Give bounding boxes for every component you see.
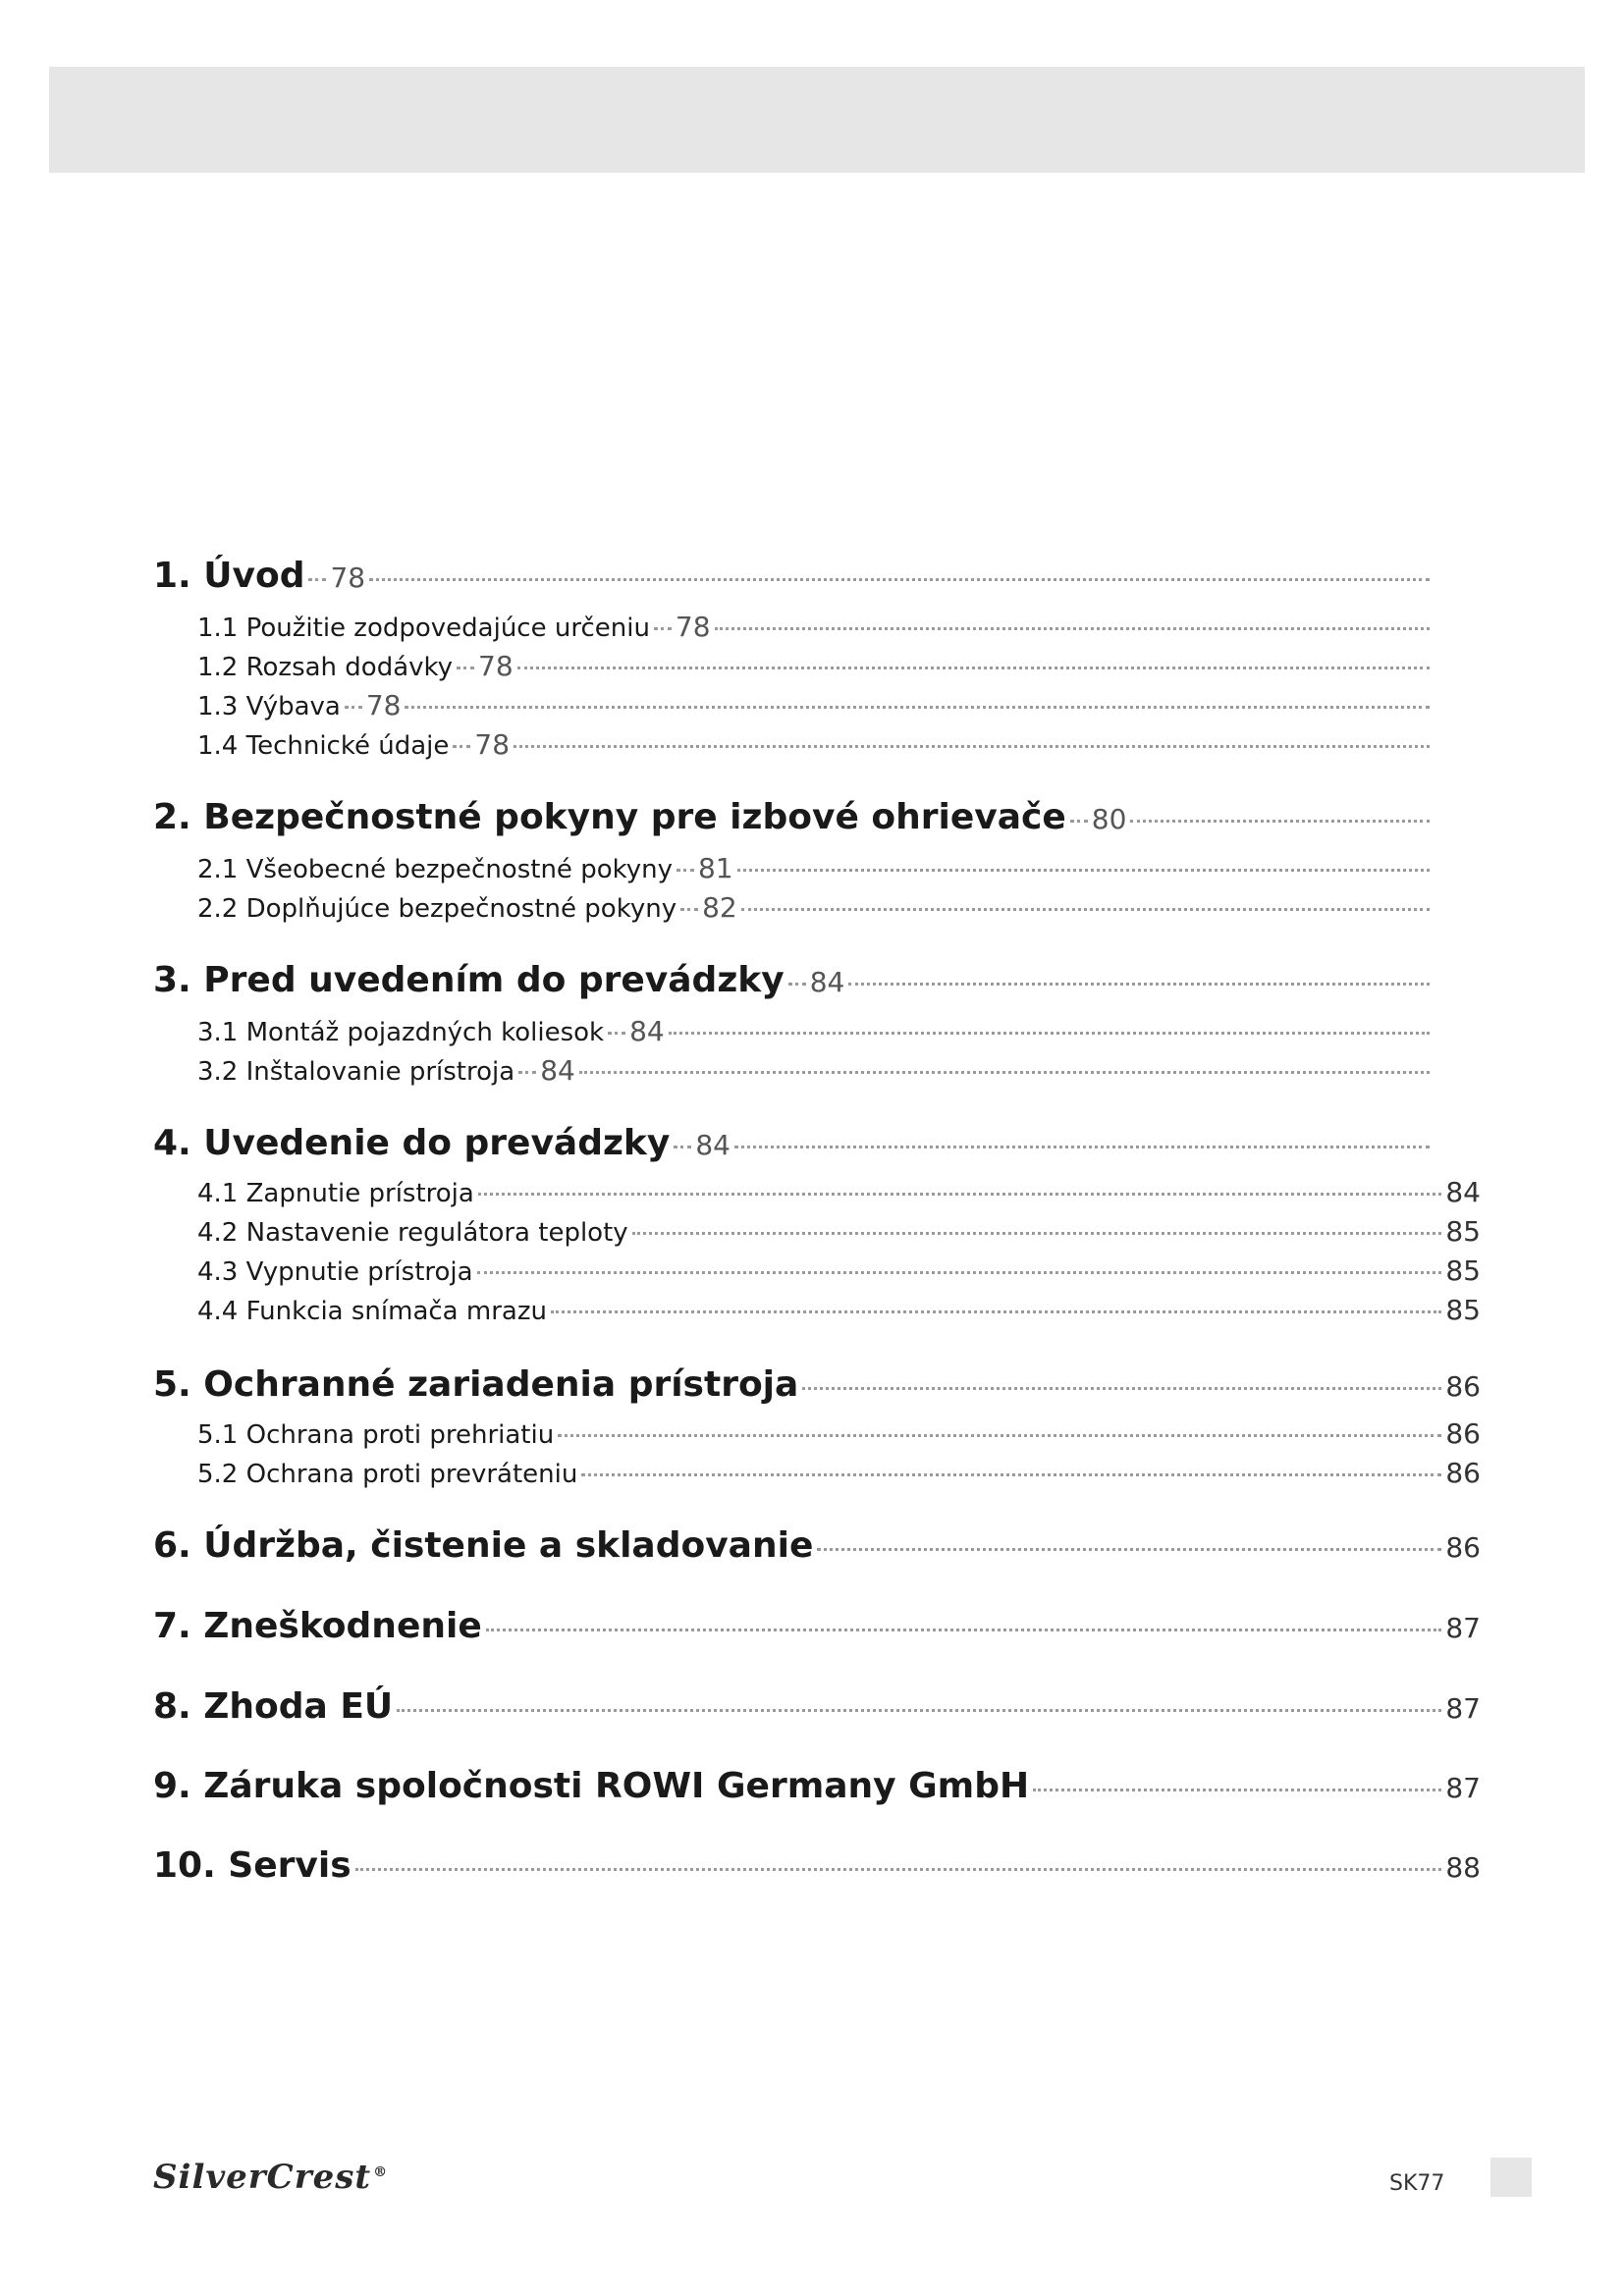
toc-leader (817, 1548, 1441, 1551)
brand-logo-text: SilverCrest (153, 2158, 372, 2197)
page-corner-box (1490, 2158, 1532, 2197)
toc-leader (478, 1193, 1442, 1196)
toc-page-number: 82 (702, 891, 737, 924)
toc-entry-label: 5.1 Ochrana proti prehriatiu (197, 1420, 555, 1450)
toc-leader (581, 1473, 1441, 1476)
registered-mark: ® (373, 2163, 389, 2180)
toc-entry-label: 2.1 Všeobecné bezpečnostné pokyny (197, 855, 673, 884)
toc-subentry-3-1[interactable] (197, 1015, 1434, 1047)
toc-page-number: 85 (1445, 1255, 1481, 1287)
toc-leader (477, 1271, 1442, 1274)
toc-leader (518, 1071, 536, 1074)
toc-page-number: 80 (1091, 803, 1127, 835)
toc-page-number: 84 (540, 1054, 575, 1087)
toc-subentry-4-2[interactable] (197, 1215, 1481, 1248)
toc-leader (669, 1032, 1430, 1035)
toc-page-number: 78 (478, 650, 514, 682)
toc-page-number: 86 (1445, 1457, 1481, 1489)
toc-entry-2[interactable] (153, 797, 1434, 837)
toc-leader (579, 1071, 1430, 1074)
toc-entry-1[interactable] (153, 556, 1434, 596)
toc-entry-6[interactable] (153, 1525, 1481, 1566)
toc-page-number: 84 (1445, 1176, 1481, 1208)
toc-leader (741, 908, 1430, 911)
toc-entry-label: 3. Pred uvedením do prevádzky (153, 960, 785, 1000)
toc-page-number: 88 (1445, 1851, 1481, 1884)
toc-page-number: 78 (365, 689, 402, 721)
toc-entry-8[interactable] (153, 1686, 1481, 1727)
toc-entry-10[interactable] (153, 1845, 1481, 1886)
toc-leader (345, 706, 362, 709)
toc-entry-7[interactable] (153, 1606, 1481, 1646)
toc-leader (453, 745, 470, 748)
toc-page-number: 85 (1445, 1294, 1481, 1326)
toc-entry-label: 5.2 Ochrana proti prevráteniu (197, 1460, 578, 1489)
toc-leader (677, 869, 694, 872)
toc-leader (737, 869, 1430, 872)
toc-entry-label: 5. Ochranné zariadenia prístroja (153, 1364, 799, 1405)
toc-page-number: 78 (675, 611, 711, 643)
toc-leader (397, 1709, 1441, 1712)
toc-leader (654, 627, 672, 630)
toc-subentry-5-1[interactable] (197, 1417, 1481, 1450)
toc-entry-label: 1.4 Technické údaje (197, 731, 450, 761)
toc-entry-4[interactable] (153, 1123, 1434, 1163)
toc-subentry-3-2[interactable] (197, 1054, 1434, 1087)
toc-entry-label: 1.2 Rozsah dodávky (197, 653, 454, 682)
toc-leader (848, 983, 1430, 986)
toc-subentry-1-4[interactable] (197, 728, 1434, 761)
toc-page-number: 87 (1445, 1772, 1481, 1804)
toc-entry-label: 8. Zhoda EÚ (153, 1686, 394, 1727)
toc-page-number: 87 (1445, 1612, 1481, 1644)
toc-entry-label: 4. Uvedenie do prevádzky (153, 1123, 671, 1163)
toc-entry-3[interactable] (153, 960, 1434, 1000)
toc-page-number: 86 (1445, 1531, 1481, 1564)
toc-entry-5[interactable] (153, 1364, 1481, 1405)
toc-leader (517, 667, 1430, 669)
toc-leader (1033, 1789, 1441, 1791)
toc-page-number: 87 (1445, 1692, 1481, 1725)
toc-subentry-1-1[interactable] (197, 611, 1434, 643)
toc-entry-label: 4.4 Funkcia snímača mrazu (197, 1297, 547, 1326)
toc-subentry-5-2[interactable] (197, 1457, 1481, 1489)
toc-leader (369, 578, 1430, 581)
toc-entry-label: 1.1 Použitie zodpovedajúce určeniu (197, 614, 650, 643)
toc-leader (514, 745, 1430, 748)
toc-page-number: 78 (474, 728, 511, 761)
toc-page-number: 85 (1445, 1215, 1481, 1248)
toc-subentry-4-1[interactable] (197, 1176, 1481, 1208)
toc-subentry-2-1[interactable] (197, 852, 1434, 884)
toc-entry-label: 10. Servis (153, 1845, 352, 1886)
toc-leader (308, 578, 326, 581)
toc-entry-9[interactable] (153, 1766, 1481, 1806)
model-number: SK77 (1389, 2171, 1445, 2196)
toc-page-number: 84 (629, 1015, 665, 1047)
toc-entry-label: 4.3 Vypnutie prístroja (197, 1257, 473, 1287)
toc-leader (802, 1387, 1441, 1390)
toc-entry-label: 4.1 Zapnutie prístroja (197, 1179, 474, 1208)
toc-page-number: 86 (1445, 1370, 1481, 1403)
toc-leader (1130, 820, 1430, 823)
toc-page-number: 84 (809, 966, 845, 998)
toc-entry-label: 6. Údržba, čistenie a skladovanie (153, 1525, 814, 1566)
toc-entry-label: 9. Záruka spoločnosti ROWI Germany GmbH (153, 1766, 1030, 1806)
toc-entry-label: 1.3 Výbava (197, 692, 341, 721)
toc-subentry-4-3[interactable] (197, 1255, 1481, 1287)
toc-entry-label: 3.1 Montáž pojazdných koliesok (197, 1018, 605, 1047)
toc-page-number: 78 (330, 561, 366, 594)
toc-subentry-1-3[interactable] (197, 689, 1434, 721)
toc-page-number: 81 (697, 852, 733, 884)
toc-leader (674, 1146, 691, 1148)
toc-page-number: 84 (695, 1129, 731, 1161)
toc-leader (608, 1032, 625, 1035)
toc-page-number: 86 (1445, 1417, 1481, 1450)
toc-leader (558, 1434, 1441, 1437)
toc-leader (734, 1146, 1430, 1148)
toc-subentry-1-2[interactable] (197, 650, 1434, 682)
toc-subentry-2-2[interactable] (197, 891, 1434, 924)
toc-entry-label: 2. Bezpečnostné pokyny pre izbové ohrievače (153, 797, 1066, 837)
toc-entry-label: 4.2 Nastavenie regulátora teploty (197, 1218, 628, 1248)
toc-leader (788, 983, 806, 986)
toc-leader (680, 908, 698, 911)
toc-entry-label: 2.2 Doplňujúce bezpečnostné pokyny (197, 894, 677, 924)
toc-leader (405, 706, 1430, 709)
toc-subentry-4-4[interactable] (197, 1294, 1481, 1326)
toc-leader (551, 1310, 1441, 1313)
toc-leader (457, 667, 474, 669)
toc-leader (1070, 820, 1088, 823)
toc-entry-label: 3.2 Inštalovanie prístroja (197, 1057, 515, 1087)
toc-leader (715, 627, 1430, 630)
toc-entry-label: 7. Zneškodnenie (153, 1606, 482, 1646)
toc-entry-label: 1. Úvod (153, 556, 305, 596)
brand-logo (153, 2158, 388, 2197)
toc-leader (486, 1629, 1442, 1631)
header-band (49, 67, 1585, 173)
toc-leader (355, 1868, 1442, 1871)
toc-leader (632, 1232, 1442, 1235)
